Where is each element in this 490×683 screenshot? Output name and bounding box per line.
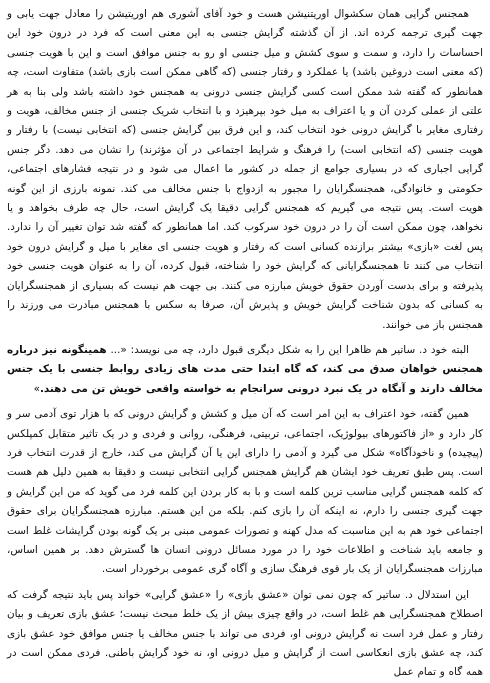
paragraph-satir-quote-lead: البته خود د. ساتیر هم ظاهرا این را به شکل دیگری قبول دارد، چه می نویسد: «... [106,343,469,356]
paragraph-gay-orientation: همجنس گرایی همان سکشوال اوریتنیشن هست و خود آقای آشوری هم اوریتیشن را معادل جهت یابی و جهت گیری ترجمه کرده اند. از آن گذشته گرایش جنسی به این معنی است که فرد در درون خود این احساسات را دارد، و سمت و سوی کشش و میل جنسی او رو به جنس موافق است و این با هویت جنسی (که معنی است دروغین باشد) یا عملکرد و رفتار جنسی (که گاهی ممکن است بازی باشد) متفاوت است، چه همانطور که گفته شد ممکن است کسی گرایش جنسی درونی به همجنس خود داشته باشد ولی بنا به هر علتی از عملی کردن آن و یا اعتراف به میل خود بپرهیزد و با انتخاب شریک جنسی از جنس مخالف، هویت و رفتاری مغایر با گرایش درونی خود انتخاب کند، و این فرق بین گرایش جنسی (که انتخابی نیست) با رفتار و هویت جنسی (که انتخابی است) را فرهنگ و شرایط اجتماعی در آن مؤثرند) را نشان می دهد. دگر جنس گرایی اجباری که در بسیاری جوامع از جمله در کشور ما اعمال می شود و در نتیجه فشارهای اجتماعی، حکومتی و خانوادگی، همجنسگرایان را مجبور به ازدواج با جنس مخالف می کند. نمونه بارزی از این گونه هویت است. پس نتیجه می گیریم که همجنس گرایی دقیقا یک گرایش است، حال چه طرف بخواهد و یا نخواهد، چون ممکن است آن را در درون خود سرکوب کند. اما همانطور که گفته شد توان تغییر آن را ندارد. پس لغت «بازی» بیشتر برازنده کسانی است که رفتار و هویت جنسی ای مغایر با میل و گرایش درون خود انتخاب می کنند تا همجنسگرایانی که گرایش خود را شناخته، قبول کرده، آن را به عنوان هویت جنسی خود پذیرفته و برای بدست آوردن حقوق خویش مبارزه می کنند. بی جهت هم نیست که بسیاری از همجنسگرایان به کسانی که بدون شناخت گرایش خویش و پذیرش آن، صرفا به سکس با همجنس مبادرت می ورزند را همجنس باز می خوانند. [7,8,483,331]
paragraph-satir-quote [7,341,483,399]
paragraph-love-play-argument: این استدلال د. ساتیر که چون نمی توان «عشق بازی» را «عشق گرایی» خواند پس باید نتیجه گرفت که اصطلاح همجنسگرایی هم غلط است، در واقع چیزی بیش از یک خلط مبحث نیست؛ عشق بازی تعریف و بیان رفتار و عمل فرد است نه گرایش درونی او، فردی می تواند با جنس مخالف یا جنس موافق خود عشق بازی کند، چه عشق بازی انعکاسی است از گرایش و میل درونی او، نه خود گرایش باطنی. فردی ممکن است در همه گاه و تمام عمل [7,588,483,679]
paragraph-orientation-not-choice: همین گفته، خود اعتراف به این امر است که آن میل و کشش و گرایش درونی که با هزار توی آدمی سر و کار دارد و «از فاکتورهای بیولوژیک، اجتماعی، تربیتی، فرهنگی، روانی و فردی و در یک تاثیر متقابل کمپلکس (پیچیده) و ناخودآگاه» شکل می گیرد و آدمی را دارای این یا آن گرایش می کند، خارج از قدرت انتخاب فرد است. پس طبق تعریف خود ایشان هم گرایش همجنس گرایی انتخابی نیست و دقیقا به همین دلیل هم هست که کلمه همجنس گرایی مناسب ترین کلمه است و با به کار بردن این کلمه فرد می گوید که من این گرایش و جهت گیری جنسی را دارم، نه اینکه آن را بازی کنم. بلکه من این هستم. مبارزه همجنسگرایان برای حقوق اجتماعی خود هم به این مناسبت که مدل کهنه و تصورات عمومی مبنی بر یک گونه بودن گرایشات غلط است و جامعه باید شناخت و اطلاعات خود را در مورد مسائل درونی انسان ها گسترش دهد. بر همین اساس، مبارزات همجنسگرایان از یک بار قوی فرهنگ سازی و آگاه گری عمومی برخوردار است. [7,408,483,576]
satir-quote-emphasis: همینگونه نیز درباره همجنس خواهان صدق می کند، که گاه ابتدا حتی مدت های زیادی روابط جنسی با یک جنس مخالف دارند و آنگاه در یک نبرد درونی سرانجام به خواسته واقعی خویش تن می دهند. [7,343,483,395]
paragraph-satir-quote-end: » [33,382,40,395]
